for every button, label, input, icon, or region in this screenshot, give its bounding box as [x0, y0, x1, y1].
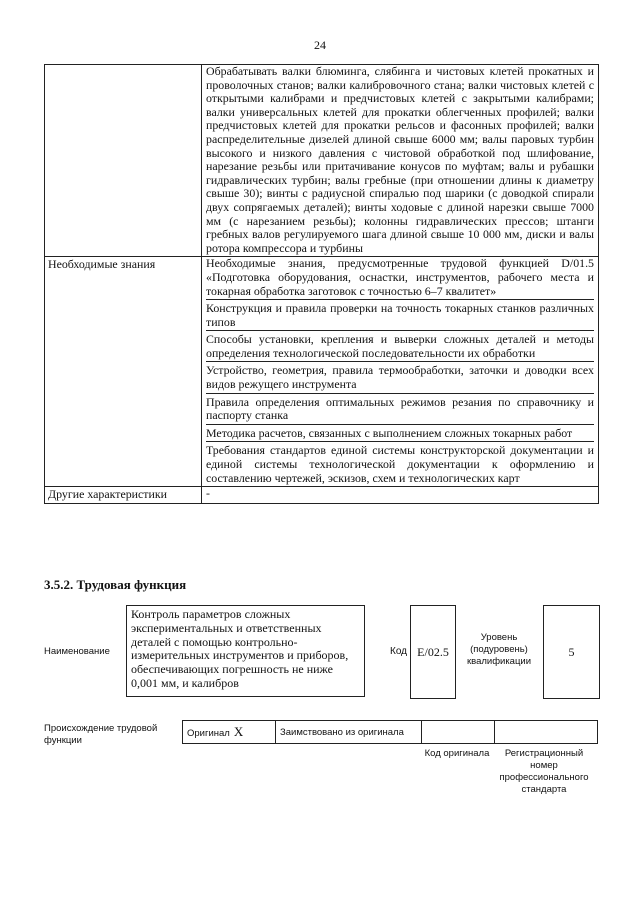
code-label: Код — [390, 646, 408, 657]
origin-label: Происхождение трудовой функции — [44, 723, 158, 746]
list-item: Конструкция и правила проверки на точность токарных станков различных типов — [206, 301, 594, 329]
original-mark: X — [233, 724, 244, 739]
list-item: Правила определения оптимальных режимов резания по справочнику и паспорту станка — [206, 394, 594, 423]
row-label: Необходимые знания — [45, 257, 202, 487]
requirements-table — [44, 64, 599, 504]
level-label: Уровень (подуровень) квалификации — [466, 632, 532, 667]
list-item: Обрабатывать валки блюминга, слябинга и чистовых клетей прокатных и проволочных станов; валки калибровочного стана; валки чистовых клетей с открытыми калибрами и предчистовых клетей с закрытыми калибрами; валки универсальных клетей для прокатки облегченных профилей; валки предчистовых клетей для прокатки рельсов и фасонных профилей; валки распределительные дизелей длиной свыше 6000 мм; валы паровых турбин высокого и низкого давления с чистовой обработкой под шлифование, нарезание резьбы или притачивание конусов по муфтам; валы и рубашки гидравлических турбин; валы гребные (при отношении длины к диаметру свыше 30); винты с радиусной спиралью под шарики (с доводкой спирали двух сопрягаемых деталей); винты ходовые с длиной нарезки свыше 7000 мм (с нарезанием резьбы); колонны гидравлических прессов; штанги гребных валов регулируемого шага длиной свыше 10 000 мм, диски и валы ротора компрессора и турбины — [206, 64, 594, 255]
original-cell — [183, 721, 276, 744]
name-label: Наименование — [44, 646, 110, 657]
qualification-level-value: 5 — [543, 605, 600, 699]
row-content — [202, 65, 599, 257]
page-number: 24 — [314, 38, 326, 52]
function-name-value: Контроль параметров сложных экспериментальных и ответственных деталей с помощью контрольно-измерительных инструментов и приборов, обеспечивающих погрешность не ниже 0,001 мм, и калибров — [126, 605, 365, 697]
origin-table — [182, 720, 598, 744]
code-original-label: Код оригинала — [424, 748, 490, 759]
list-item: Необходимые знания, предусмотренные трудовой функцией D/01.5 «Подготовка оборудования, оснастки, инструментов, рабочего места и токарная обработка заготовок с точностью 6–7 квалитет» — [206, 256, 594, 298]
list-item: Устройство, геометрия, правила термообработки, заточки и доводки всех видов режущего инструмента — [206, 363, 594, 392]
reg-number-cell — [495, 721, 598, 744]
original-label: Оригинал — [187, 728, 230, 739]
list-item: Способы установки, крепления и выверки сложных деталей и методы определения технологической последовательности их обработки — [206, 332, 594, 360]
row-content — [202, 257, 599, 487]
borrowed-label: Заимствовано из оригинала — [276, 721, 422, 744]
table-row — [45, 257, 599, 487]
row-content — [202, 487, 599, 504]
row-label: Другие характеристики — [45, 487, 202, 504]
list-item: - — [206, 486, 210, 501]
table-row — [45, 65, 599, 257]
code-original-cell — [422, 721, 495, 744]
row-label — [45, 65, 202, 257]
reg-number-label: Регистрационный номер профессионального стандарта — [499, 748, 589, 795]
table-row — [45, 487, 599, 504]
section-heading: 3.5.2. Трудовая функция — [44, 577, 187, 592]
list-item: Требования стандартов единой системы конструкторской документации и единой системы технологической документации к оформлению и составлению чертежей, эскизов, схем и технологических карт — [206, 443, 594, 485]
list-item: Методика расчетов, связанных с выполнением сложных токарных работ — [206, 424, 594, 442]
function-code-value: E/02.5 — [410, 605, 456, 699]
